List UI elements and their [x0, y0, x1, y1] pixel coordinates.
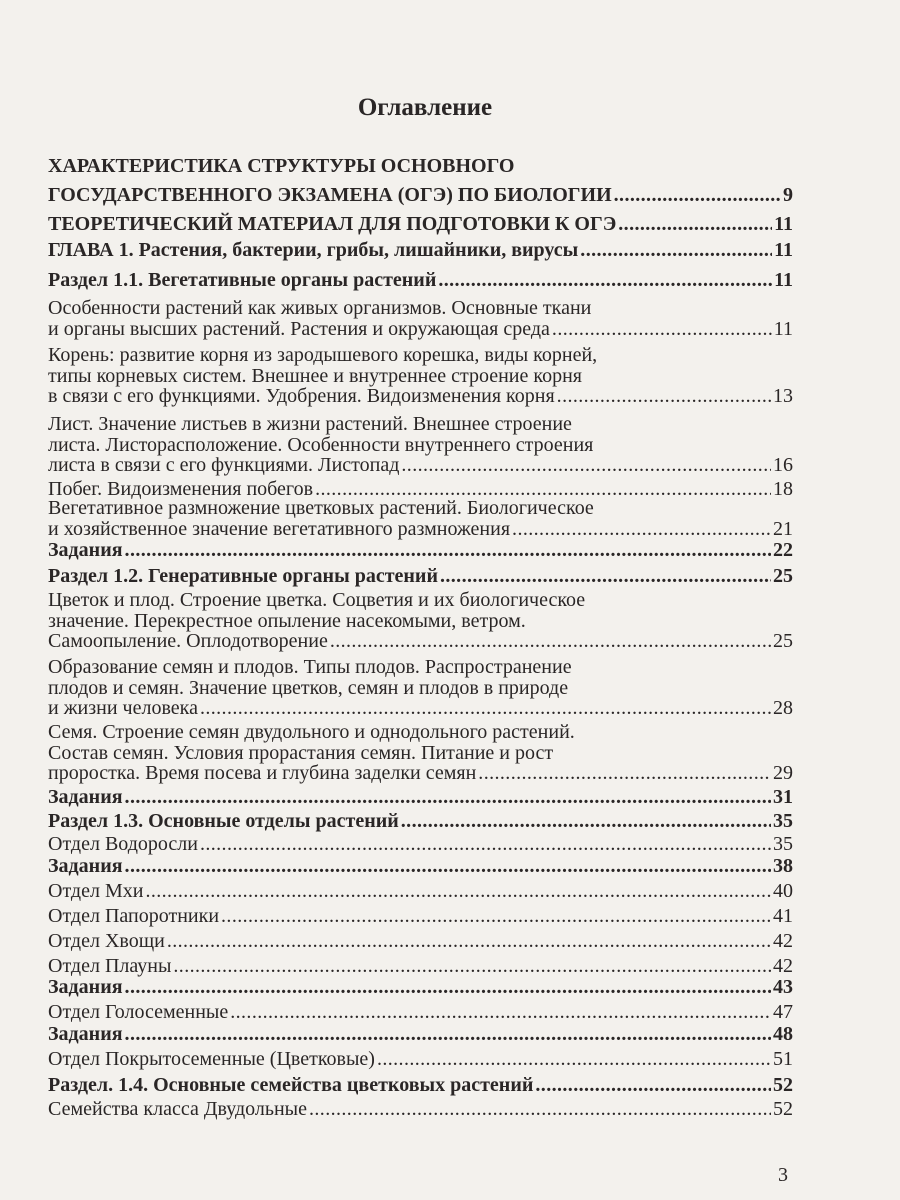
toc-entry-line	[48, 763, 793, 784]
toc-entry	[48, 722, 793, 784]
toc-entry-text: Самоопыление. Оплодотворение	[48, 630, 328, 652]
toc-page-number: 11	[773, 317, 793, 340]
toc-entry-line	[48, 414, 793, 435]
toc-entry-text: Отдел Папоротники	[48, 905, 220, 927]
toc-page-number: 18	[773, 478, 793, 500]
toc-entry-text: плодов и семян. Значение цветков, семян и плодов в природе	[48, 676, 569, 699]
toc-entry-text: листа. Листорасположение. Особенности внутреннего строения	[48, 433, 594, 456]
dot-leader	[200, 698, 771, 719]
toc-entry-text: Задания	[48, 786, 123, 808]
dot-leader	[614, 181, 781, 210]
dot-leader	[309, 1099, 771, 1120]
toc-entry-line	[48, 956, 793, 977]
toc-page-number: 52	[773, 1098, 793, 1120]
toc-entry-text: Раздел 1.3. Основные отделы растений	[48, 810, 399, 832]
dot-leader	[167, 931, 771, 952]
toc-entry-text: Отдел Мхи	[48, 880, 144, 902]
toc-page-number: 11	[774, 213, 793, 235]
toc-entry	[48, 1049, 793, 1070]
dot-leader	[580, 240, 772, 261]
toc-entry-line	[48, 455, 793, 476]
toc-page-number: 41	[773, 905, 793, 927]
toc-entry-text: Корень: развитие корня из зародышевого корешка, виды корней,	[48, 344, 598, 366]
toc-page-number: 52	[773, 1074, 793, 1096]
toc-entry-text: Особенности растений как живых организмов. Основные ткани	[48, 297, 592, 319]
toc-entry-text: Лист. Значение листьев в жизни растений. Внешнее строение	[48, 413, 572, 435]
toc-entry	[48, 956, 793, 977]
toc-entry	[48, 152, 793, 210]
toc-entry-line	[48, 590, 793, 611]
toc-page-number: 13	[773, 385, 793, 407]
toc-entry-text: и жизни человека	[48, 697, 198, 719]
toc-entry-text: ТЕОРЕТИЧЕСКИЙ МАТЕРИАЛ ДЛЯ ПОДГОТОВКИ К ОГЭ	[48, 213, 617, 235]
toc-entry-line	[48, 856, 793, 877]
toc-entry-line	[48, 787, 793, 808]
toc-entry-line	[48, 1075, 793, 1096]
toc-entry	[48, 931, 793, 952]
toc-page-number: 9	[783, 184, 793, 206]
toc-page-number: 35	[773, 810, 793, 832]
toc-page-number: 47	[773, 1001, 793, 1023]
toc-entry-text: ГЛАВА 1. Растения, бактерии, грибы, лишайники, вирусы	[48, 239, 579, 261]
toc-entry-line	[48, 319, 793, 340]
toc-entry-line	[48, 566, 793, 587]
dot-leader	[125, 1024, 771, 1045]
toc-entry	[48, 240, 793, 261]
toc-entry	[48, 856, 793, 877]
toc-entry	[48, 881, 793, 902]
toc-entry	[48, 657, 793, 719]
toc-page-number: 42	[773, 955, 793, 977]
toc-page-number: 11	[774, 269, 793, 291]
toc-entry-line	[48, 270, 793, 291]
toc-entry-text: ХАРАКТЕРИСТИКА СТРУКТУРЫ ОСНОВНОГО	[48, 155, 515, 177]
dot-leader	[145, 881, 771, 902]
toc-page-number: 48	[773, 1023, 793, 1045]
dot-leader	[125, 977, 771, 998]
toc-entry-line	[48, 631, 793, 652]
toc-page-number: 40	[773, 880, 793, 902]
toc-entry-text: листа в связи с его функциями. Листопад	[48, 454, 400, 476]
toc-entry-text: Раздел. 1.4. Основные семейства цветковых растений	[48, 1074, 534, 1096]
toc-entry-text: Задания	[48, 539, 123, 561]
dot-leader	[401, 455, 771, 476]
toc-entry	[48, 906, 793, 927]
toc-entry-text: Образование семян и плодов. Типы плодов. Распространение	[48, 656, 572, 678]
toc-entry-text: Отдел Хвощи	[48, 930, 165, 952]
dot-leader	[552, 319, 772, 340]
toc-entry	[48, 1075, 793, 1096]
toc-entry	[48, 1024, 793, 1045]
toc-entry	[48, 345, 793, 407]
toc-entry-line	[48, 152, 793, 181]
toc-entry-line	[48, 386, 793, 407]
toc-entry	[48, 210, 793, 239]
toc-entry-text: проростка. Время посева и глубина заделки семян	[48, 762, 477, 784]
toc-entry	[48, 498, 793, 539]
toc-entry-text: Задания	[48, 855, 123, 877]
toc-entry-text: Отдел Голосеменные	[48, 1001, 229, 1023]
toc-page-number: 16	[773, 454, 793, 476]
toc-entry-line	[48, 519, 793, 540]
toc-entry-line	[48, 611, 793, 632]
toc-entry	[48, 566, 793, 587]
toc-entry	[48, 270, 793, 291]
toc-entry-line	[48, 366, 793, 387]
dot-leader	[478, 763, 771, 784]
toc-page-number: 38	[773, 855, 793, 877]
toc-page-number: 22	[773, 539, 793, 561]
toc-page-number: 51	[773, 1048, 793, 1070]
toc-entry-line	[48, 240, 793, 261]
toc-entry	[48, 540, 793, 561]
toc-page-number: 11	[774, 239, 793, 261]
dot-leader	[330, 631, 771, 652]
toc-entry-line	[48, 657, 793, 678]
toc-entry	[48, 787, 793, 808]
toc-entry-text: в связи с его функциями. Удобрения. Видоизменения корня	[48, 385, 555, 407]
toc-entry-line	[48, 1049, 793, 1070]
toc-page-number: 21	[773, 517, 793, 540]
toc-entry-text: Раздел 1.2. Генеративные органы растений	[48, 565, 438, 587]
toc-entry-text: значение. Перекрестное опыление насекомыми, ветром.	[48, 609, 526, 632]
toc-entry-text: Отдел Покрытосеменные (Цветковые)	[48, 1048, 375, 1070]
toc-entry-line	[48, 1024, 793, 1045]
dot-leader	[125, 540, 771, 561]
toc-entry-text: Раздел 1.1. Вегетативные органы растений	[48, 269, 437, 291]
dot-leader	[401, 811, 771, 832]
toc-entry-text: Отдел Водоросли	[48, 833, 198, 855]
dot-leader	[535, 1075, 771, 1096]
toc-entry-text: ГОСУДАРСТВЕННОГО ЭКЗАМЕНА (ОГЭ) ПО БИОЛОГИИ	[48, 184, 612, 206]
dot-leader	[221, 906, 771, 927]
toc-page-number: 35	[773, 833, 793, 855]
toc-entry-line	[48, 1002, 793, 1023]
toc-entry-text: и хозяйственное значение вегетативного размножения	[48, 517, 511, 540]
toc-entry-line	[48, 210, 793, 239]
toc-entry-text: Побег. Видоизменения побегов	[48, 478, 314, 500]
toc-entry-line	[48, 540, 793, 561]
toc-page-number: 29	[773, 762, 793, 784]
toc-page-number: 25	[773, 630, 793, 652]
page-title: Оглавление	[357, 94, 493, 121]
toc-entry-text: и органы высших растений. Растения и окружающая среда	[48, 317, 550, 340]
toc-entry	[48, 811, 793, 832]
toc-entry-line	[48, 698, 793, 719]
toc-entry-text: Цветок и плод. Строение цветка. Соцветия и их биологическое	[48, 589, 586, 611]
toc-entry-line	[48, 811, 793, 832]
toc-entry-line	[48, 834, 793, 855]
toc-entry-text: Вегетативное размножение цветковых растений. Биологическое	[48, 497, 594, 519]
toc-entry	[48, 1099, 793, 1120]
dot-leader	[125, 787, 771, 808]
toc-entry-line	[48, 435, 793, 456]
dot-leader	[438, 270, 772, 291]
toc-entry-line	[48, 678, 793, 699]
page-number: 3	[778, 1164, 788, 1186]
toc-entry-text: Семейства класса Двудольные	[48, 1098, 307, 1120]
dot-leader	[557, 386, 771, 407]
toc-entry-line	[48, 931, 793, 952]
dot-leader	[230, 1002, 771, 1023]
toc-page-number: 25	[773, 565, 793, 587]
dot-leader	[512, 519, 771, 540]
toc-entry-line	[48, 498, 793, 519]
toc-entry-text: Задания	[48, 1023, 123, 1045]
toc-entry-line	[48, 881, 793, 902]
toc-entry-text: Семя. Строение семян двудольного и однодольного растений.	[48, 721, 575, 743]
dot-leader	[377, 1049, 771, 1070]
toc-entry-text: Задания	[48, 976, 123, 998]
toc-entry	[48, 834, 793, 855]
toc-entry	[48, 298, 793, 339]
toc-entry-text: типы корневых систем. Внешнее и внутреннее строение корня	[48, 364, 582, 387]
dot-leader	[200, 834, 771, 855]
toc-entry-text: Отдел Плауны	[48, 955, 172, 977]
toc-entry-line	[48, 722, 793, 743]
dot-leader	[618, 210, 772, 239]
toc-entry	[48, 1002, 793, 1023]
toc-page-number: 42	[773, 930, 793, 952]
toc-entry-text: Состав семян. Условия прорастания семян. Питание и рост	[48, 741, 554, 764]
toc-entry-line	[48, 906, 793, 927]
toc-entry-line	[48, 743, 793, 764]
toc-entry-line	[48, 345, 793, 366]
toc-entry-line	[48, 181, 793, 210]
toc-entry-line	[48, 298, 793, 319]
toc-entry	[48, 977, 793, 998]
toc-entry-line	[48, 977, 793, 998]
toc-entry-line	[48, 1099, 793, 1120]
dot-leader	[125, 856, 771, 877]
dot-leader	[173, 956, 771, 977]
toc-page-number: 43	[773, 976, 793, 998]
toc-page-number: 28	[773, 697, 793, 719]
toc-entry	[48, 590, 793, 652]
toc-page-number: 31	[773, 786, 793, 808]
toc-entry	[48, 414, 793, 476]
dot-leader	[440, 566, 771, 587]
